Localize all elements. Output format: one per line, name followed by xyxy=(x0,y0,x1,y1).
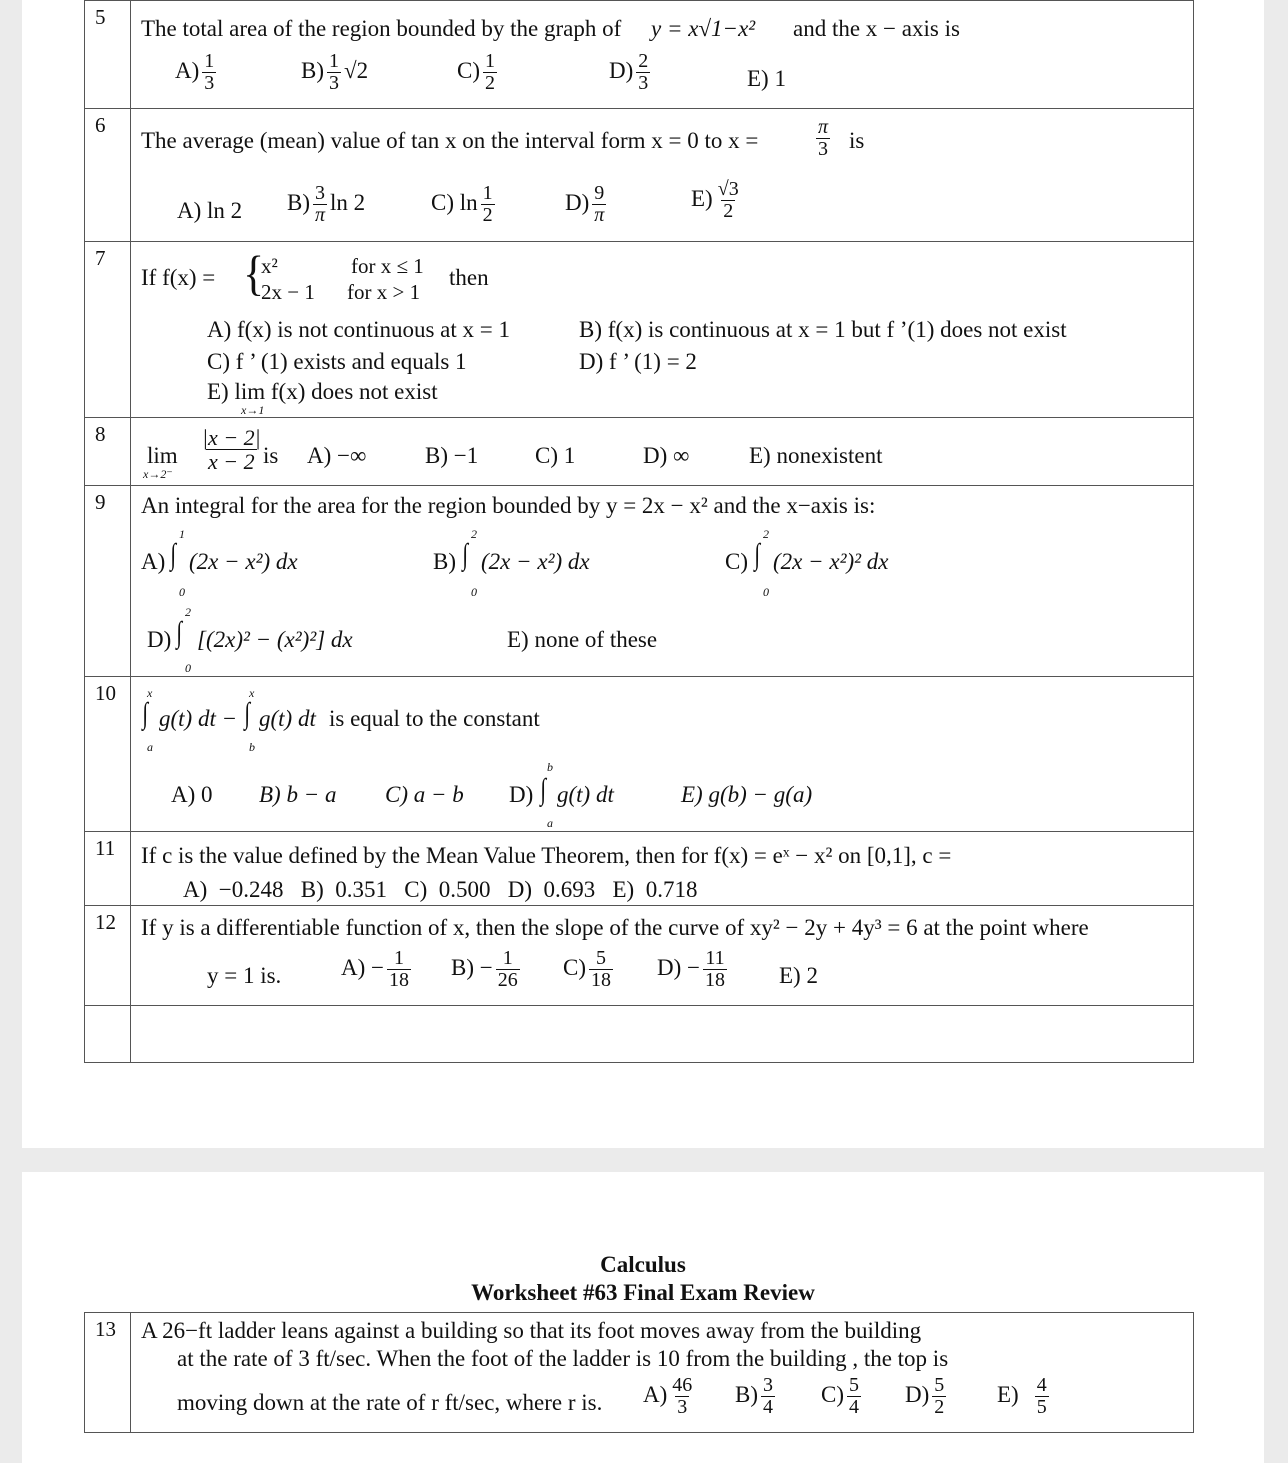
question-row-10 xyxy=(85,677,1194,832)
integral-sign: ∫ xyxy=(462,538,468,571)
question-number: 6 xyxy=(85,109,131,242)
question-row-9 xyxy=(85,486,1194,677)
choice-d: D) $\frac{5}{2}$ xyxy=(905,1374,945,1418)
choice-b-label: B) xyxy=(433,549,456,574)
choice-b: B) − $\frac{1}{26}$ xyxy=(451,947,518,991)
choice-b: B) $\frac{3}{4}$ xyxy=(735,1374,773,1418)
choice-c: C) a − b xyxy=(385,782,464,807)
choice-c: C) $\frac{5}{4}$ xyxy=(821,1374,859,1418)
question-stem: If c is the value defined by the Mean Value Theorem, then for f(x) = eˣ − x² on [0,1], c = xyxy=(141,843,952,868)
brace: { xyxy=(243,246,265,301)
choice-e: E) 1 xyxy=(747,66,786,91)
question-line-3: moving down at the rate of r ft/sec, where r is. xyxy=(177,1390,603,1415)
then: then xyxy=(449,265,489,290)
lower-limit: 0 xyxy=(185,661,191,675)
choice-a-label: A) xyxy=(141,549,166,574)
choice-b: B) −1 xyxy=(425,443,479,468)
worksheet-page-1 xyxy=(22,0,1264,1148)
course-title: Calculus xyxy=(600,1252,686,1277)
question-stem-end: and the x − axis is xyxy=(793,16,960,41)
question-row-7 xyxy=(85,242,1194,418)
choice-a-expression: (2x − x²) dx xyxy=(189,549,298,574)
limit-subscript: x→1 xyxy=(241,403,265,417)
question-stem-end: is xyxy=(849,128,865,153)
question-stem: The total area of the region bounded by the graph of xyxy=(141,16,622,41)
choice-c: C) $\frac{5}{18}$ xyxy=(563,947,611,991)
worksheet-page-2 xyxy=(22,1172,1264,1463)
question-line-2: at the rate of 3 ft/sec. When the foot of the ladder is 10 from the building , the top is xyxy=(177,1346,949,1371)
empty-row xyxy=(85,1006,1194,1063)
lower-limit: a xyxy=(147,740,153,754)
choice-c: C) f ’ (1) exists and equals 1 xyxy=(207,349,467,374)
choice-a: A) $\frac{1}{3}$ xyxy=(175,50,215,94)
choice-c-label: C) xyxy=(725,549,748,574)
upper-limit: 2 xyxy=(471,527,477,541)
condition-2: for x > 1 xyxy=(347,280,421,304)
upper-limit: 1 xyxy=(179,527,185,541)
choice-b: B) $\frac{3}{\pi}$ ln 2 xyxy=(287,182,366,226)
limit-fraction: $\frac{|x - 2|}{x - 2}$ xyxy=(202,425,261,475)
integral-sign: ∫ xyxy=(754,538,760,571)
question-stem: The average (mean) value of tan x on the interval form x = 0 to x = xyxy=(141,128,759,153)
choice-d: D) f ’ (1) = 2 xyxy=(579,349,697,374)
choice-a: A) − $\frac{1}{18}$ xyxy=(341,947,409,991)
choice-a: A) $\frac{46}{3}$ xyxy=(643,1374,693,1418)
integral-sign: ∫ xyxy=(176,616,182,649)
integrand-2: g(t) dt xyxy=(259,706,316,731)
upper-limit: b xyxy=(547,760,553,774)
questions-table-1 xyxy=(84,0,1194,1063)
upper-limit: x xyxy=(249,686,255,700)
integral-sign: ∫ xyxy=(142,697,148,730)
worksheet-title: Worksheet #63 Final Exam Review xyxy=(471,1280,815,1305)
question-row-12 xyxy=(85,906,1194,1006)
choice-e: E) $\frac{4}{5}$ xyxy=(997,1374,1047,1418)
integral-sign: ∫ xyxy=(170,538,176,571)
choice-a: A) 0 xyxy=(171,782,213,807)
limit-subscript: x→2⁻ xyxy=(143,467,173,481)
choice-a: A) f(x) is not continuous at x = 1 xyxy=(207,317,510,342)
question-line-1: A 26−ft ladder leans against a building so that its foot moves away from the building xyxy=(141,1318,922,1343)
question-number: 8 xyxy=(85,418,131,486)
choice-a: A) −∞ xyxy=(307,443,367,468)
choice-d: D) ∞ xyxy=(643,443,690,468)
integral-sign: ∫ xyxy=(244,697,250,730)
choice-c: C) 1 xyxy=(535,443,576,468)
case-2: 2x − 1 xyxy=(261,280,315,304)
question-row-5 xyxy=(85,1,1194,109)
lower-limit: 0 xyxy=(471,585,477,599)
choice-b-expression: (2x − x²) dx xyxy=(481,549,590,574)
point-condition: y = 1 is. xyxy=(207,963,282,988)
question-number: 5 xyxy=(85,1,131,109)
upper-limit: 2 xyxy=(185,605,191,619)
integrand-1: g(t) dt − xyxy=(159,706,238,731)
choice-e: E) 2 xyxy=(779,963,818,988)
question-number: 13 xyxy=(85,1313,131,1433)
lower-limit: b xyxy=(249,740,255,754)
choice-b: B) f(x) is continuous at x = 1 but f ’(1) does not exist xyxy=(579,317,1067,342)
choice-e: E) none of these xyxy=(507,627,658,652)
choice-d-expression: g(t) dt xyxy=(557,782,614,807)
choice-d-label: D) xyxy=(509,782,534,807)
choice-c: C) $\frac{1}{2}$ xyxy=(457,50,495,94)
integral-sign: ∫ xyxy=(540,773,546,806)
question-stem: is equal to the constant xyxy=(329,706,540,731)
choice-e: E) lim f(x) does not exist xyxy=(207,379,438,404)
question-number: 9 xyxy=(85,486,131,677)
question-stem: If y is a differentiable function of x, then the slope of the curve of xy² − 2y + 4y³ = 6 at the point where xyxy=(141,915,1089,940)
question-row-6 xyxy=(85,109,1194,242)
question-number: 7 xyxy=(85,242,131,418)
choice-d-expression: [(2x)² − (x²)²] dx xyxy=(197,627,353,652)
questions-table-2 xyxy=(84,1312,1194,1433)
question-number: 11 xyxy=(85,832,131,906)
choice-b: B) $\frac{1}{3}$ √2 xyxy=(301,50,369,94)
answer-choices: A) −0.248 B) 0.351 C) 0.500 D) 0.693 E) 0.718 xyxy=(183,877,698,902)
case-1: x² xyxy=(261,254,278,278)
question-stem: An integral for the area for the region bounded by y = 2x − x² and the x−axis is: xyxy=(141,493,876,518)
upper-limit: 2 xyxy=(763,527,769,541)
upper-limit: x xyxy=(147,686,153,700)
question-number: 10 xyxy=(85,677,131,832)
is: is xyxy=(263,443,279,468)
choice-d: D) − $\frac{11}{18}$ xyxy=(657,947,725,991)
choice-d-label: D) xyxy=(147,627,172,652)
question-row-11 xyxy=(85,832,1194,906)
function-definition: If f(x) = xyxy=(141,265,216,290)
choice-d: D) $\frac{9}{\pi}$ xyxy=(565,182,605,226)
choice-c: C) ln $\frac{1}{2}$ xyxy=(431,182,493,226)
choice-c-expression: (2x − x²)² dx xyxy=(773,549,889,574)
condition-1: for x ≤ 1 xyxy=(351,254,424,278)
choice-e: E) g(b) − g(a) xyxy=(681,782,813,807)
equation: y = x√1−x² xyxy=(651,16,756,41)
lower-limit: a xyxy=(547,816,553,830)
pi-over-3: $\frac{\pi}{3}$ xyxy=(818,116,829,160)
choice-a: A) ln 2 xyxy=(177,198,243,223)
question-row-13 xyxy=(85,1313,1194,1433)
lower-limit: 0 xyxy=(179,585,185,599)
choice-b: B) b − a xyxy=(259,782,337,807)
lower-limit: 0 xyxy=(763,585,769,599)
question-number: 12 xyxy=(85,906,131,1006)
choice-e: E) $\frac{√3}{2}$ xyxy=(691,178,739,222)
choice-e: E) nonexistent xyxy=(749,443,883,468)
question-row-8 xyxy=(85,418,1194,486)
choice-d: D) $\frac{2}{3}$ xyxy=(609,50,649,94)
limit: lim xyxy=(147,443,178,468)
